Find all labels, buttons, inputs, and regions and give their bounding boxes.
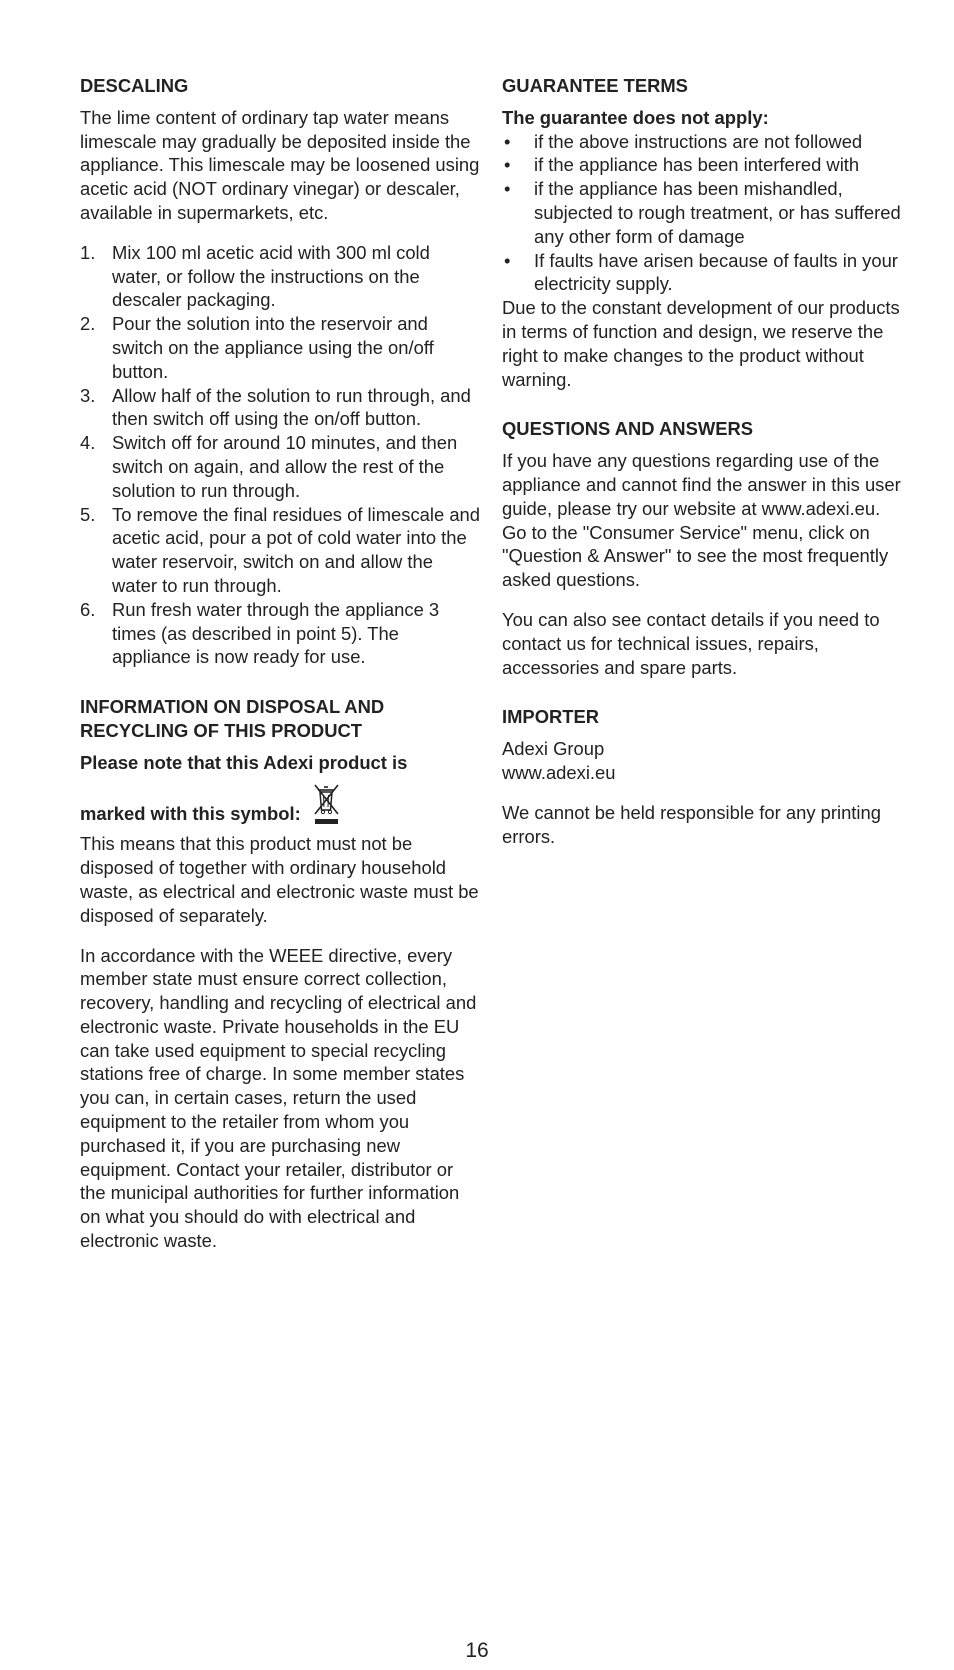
descaling-section: [80, 74, 480, 669]
step-number: 5.: [80, 503, 96, 525]
step-number: 6.: [80, 598, 96, 620]
disposal-section: [80, 695, 480, 1253]
descaling-steps: [80, 241, 480, 669]
weee-crossed-bin-icon: [312, 783, 342, 833]
disposal-heading: [80, 695, 480, 743]
disposal-heading-line2: RECYCLING OF THIS PRODUCT: [80, 719, 362, 741]
descaling-step: [80, 384, 480, 432]
importer-disclaimer: We cannot be held responsible for any printing errors.: [502, 801, 881, 847]
disposal-weee-text: In accordance with the WEEE directive, every member state must ensure correct collection, recovery, handling and recycling of electrical and electronic waste. Private households in the EU can take used equipment to special recycling stations free of charge. In some member states you can, in certain cases, return the used equipment to the retailer from whom you purchased it, if you are purchasing new equipment. Contact your retailer, distributor or the municipal authorities for further information on what you should do with electrical and electronic waste.: [80, 944, 477, 1252]
step-text: Mix 100 ml acetic acid with 300 ml cold water, or follow the instructions on the descaler packaging.: [112, 241, 430, 311]
importer-name: Adexi Group: [502, 738, 605, 760]
bullet-icon: •: [504, 130, 511, 152]
descaling-step: [80, 312, 480, 383]
disposal-note-line1: Please note that this Adexi product is: [80, 751, 408, 773]
guarantee-section: [502, 74, 902, 391]
guarantee-development: Due to the constant development of our products in terms of function and design, we reserve the right to make changes to the product without warning.: [502, 297, 900, 390]
disposal-note-line2-wrap: [80, 783, 480, 833]
importer-section: [502, 705, 902, 848]
bullet-icon: •: [504, 154, 511, 176]
page-number: 16: [465, 1639, 489, 1662]
list-item: • if the above instructions are not followed: [504, 130, 863, 152]
descaling-heading: DESCALING: [80, 75, 189, 96]
step-number: 2.: [80, 313, 96, 335]
step-text: Switch off for around 10 minutes, and then switch on again, and allow the rest of the solution to run through.: [112, 432, 458, 501]
qa-para1: If you have any questions regarding use of the appliance and cannot find the answer in this user guide, please try our website at www.adexi.eu.: [502, 450, 901, 519]
bullet-icon: •: [504, 249, 511, 271]
guarantee-list: [502, 130, 902, 297]
left-column: [80, 74, 480, 1253]
descaling-step: [80, 431, 480, 502]
guarantee-heading: GUARANTEE TERMS: [502, 75, 688, 96]
qa-para3: You can also see contact details if you need to contact us for technical issues, repairs, accessories and spare parts.: [502, 608, 880, 678]
descaling-intro: The lime content of ordinary tap water means limescale may gradually be deposited inside the appliance. This limescale may be loosened using acetic acid (NOT ordinary vinegar) or descaler, available in supermarkets, etc.: [80, 106, 480, 223]
qa-para2: Go to the "Consumer Service" menu, click on "Question & Answer" to see the most frequently asked questions.: [502, 521, 889, 591]
bullet-icon: •: [504, 178, 511, 200]
step-text: Allow half of the solution to run through, and then switch off using the on/off button.: [112, 384, 471, 430]
list-item: • if the appliance has been interfered with: [504, 154, 860, 176]
qa-heading: QUESTIONS AND ANSWERS: [502, 418, 754, 440]
disposal-meaning: This means that this product must not be disposed of together with ordinary household waste, as electrical and electronic waste must be disposed of separately.: [80, 833, 479, 926]
list-item: • If faults have arisen because of faults in your electricity supply.: [504, 249, 898, 295]
step-number: 3.: [80, 384, 96, 406]
importer-heading: IMPORTER: [502, 706, 600, 728]
descaling-step: [80, 241, 480, 312]
list-item: • if the appliance has been mishandled, subjected to rough treatment, or has suffered any other form of damage: [504, 178, 901, 247]
step-number: 4.: [80, 432, 96, 454]
guarantee-lead: The guarantee does not apply:: [502, 106, 769, 128]
step-text: Pour the solution into the reservoir and switch on the appliance using the on/off button.: [112, 313, 434, 382]
disposal-heading-line1: INFORMATION ON DISPOSAL AND: [80, 696, 385, 718]
descaling-step: [80, 598, 480, 669]
step-text: Run fresh water through the appliance 3 times (as described in point 5). The appliance is now ready for use.: [112, 598, 440, 668]
importer-website: www.adexi.eu: [502, 761, 616, 783]
step-text: To remove the final residues of limescale and acetic acid, pour a pot of cold water into the water reservoir, switch on and allow the water to run through.: [112, 503, 481, 596]
right-column: [502, 74, 902, 848]
disposal-note-line2: marked with this symbol:: [80, 802, 301, 824]
descaling-step: [80, 503, 480, 598]
step-number: 1.: [80, 241, 96, 263]
qa-section: [502, 417, 902, 679]
